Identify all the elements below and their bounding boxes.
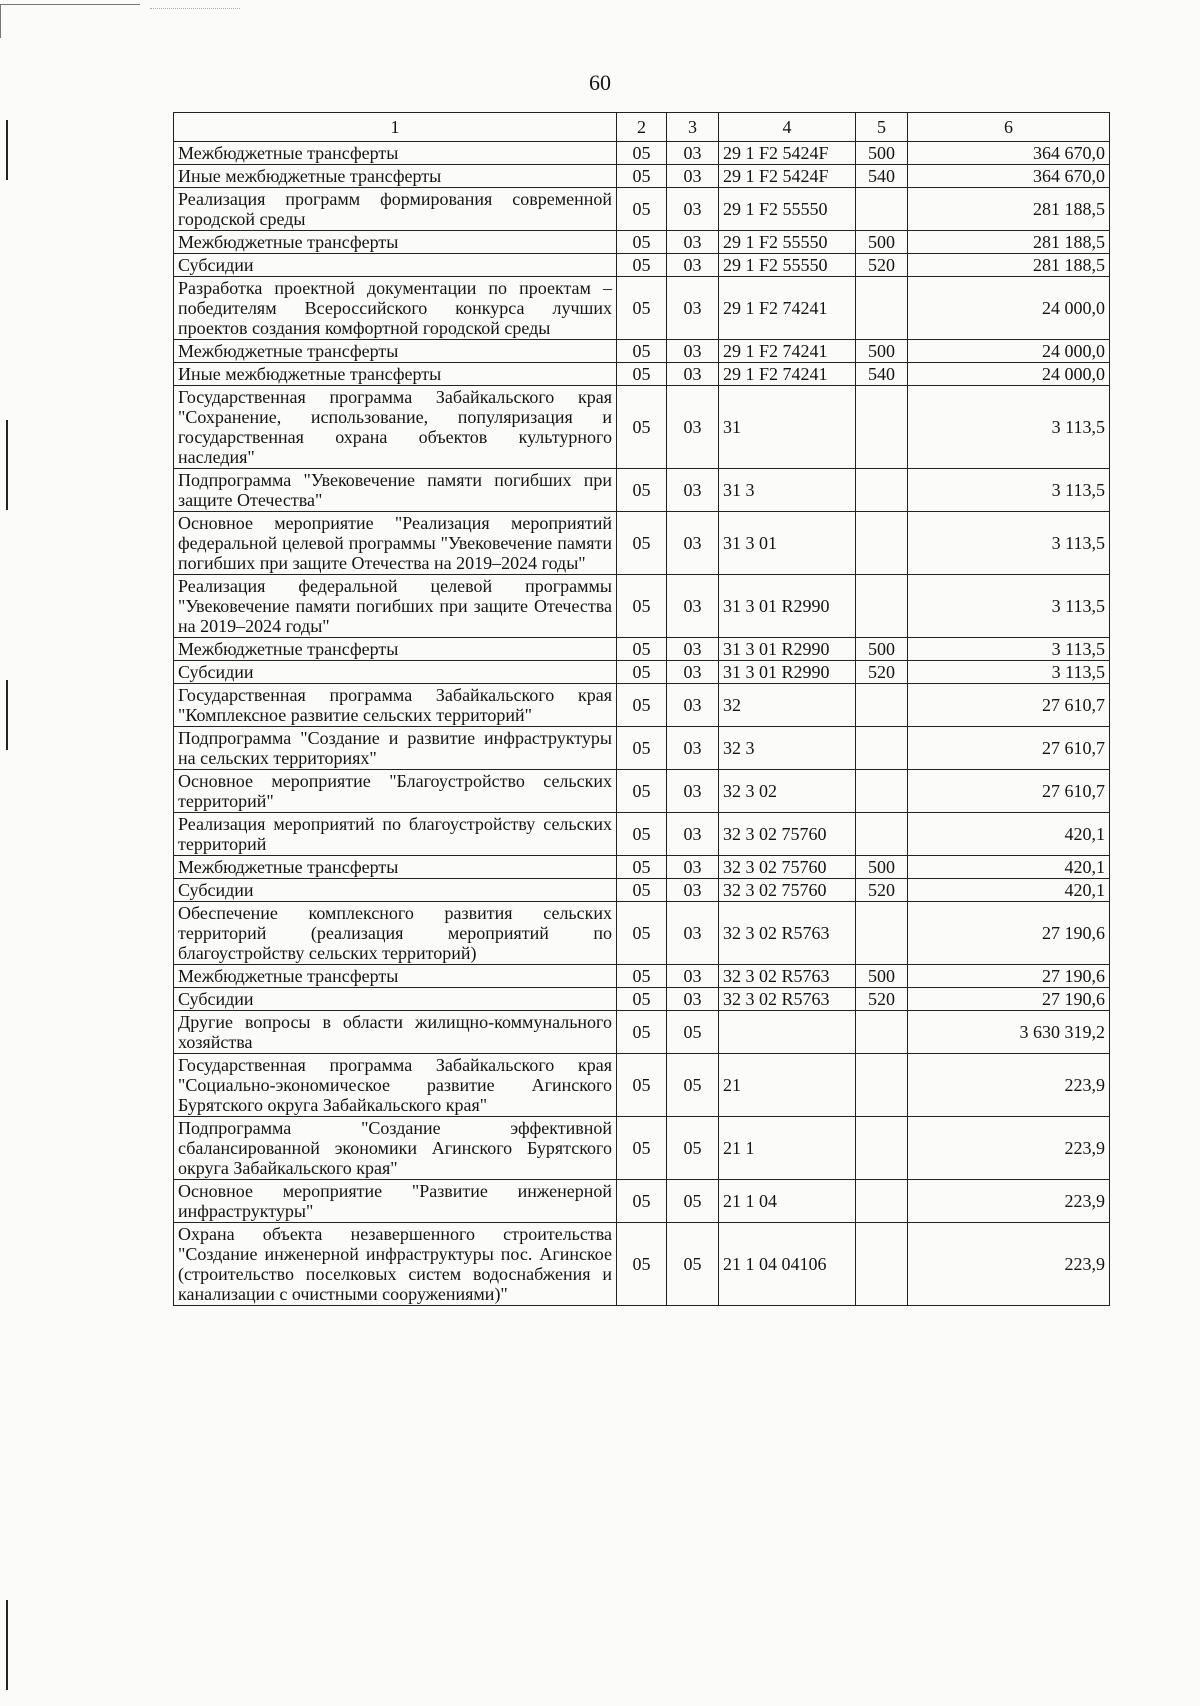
table-row <box>174 965 1110 988</box>
row-expense-type: 500 <box>856 638 908 661</box>
row-name: Основное мероприятие "Благоустройство сельских территорий" <box>174 770 617 813</box>
row-expense-type <box>856 770 908 813</box>
row-name: Основное мероприятие "Развитие инженерной инфраструктуры" <box>174 1180 617 1223</box>
row-expense-type: 520 <box>856 661 908 684</box>
row-expense-type <box>856 727 908 770</box>
row-subsection: 03 <box>667 770 719 813</box>
row-amount: 3 113,5 <box>908 469 1110 512</box>
row-amount: 3 113,5 <box>908 512 1110 575</box>
table-row <box>174 277 1110 340</box>
row-section: 05 <box>617 231 667 254</box>
row-expense-type <box>856 1180 908 1223</box>
row-target-article: 32 3 02 <box>719 770 856 813</box>
table-row <box>174 165 1110 188</box>
row-expense-type <box>856 386 908 469</box>
row-name: Подпрограмма "Создание эффективной сбалансированной экономики Агинского Бурятского округа Забайкальского края" <box>174 1117 617 1180</box>
row-target-article: 29 1 F2 55550 <box>719 231 856 254</box>
row-name: Подпрограмма "Создание и развитие инфраструктуры на сельских территориях" <box>174 727 617 770</box>
row-target-article: 32 <box>719 684 856 727</box>
row-subsection: 03 <box>667 165 719 188</box>
row-name: Межбюджетные трансферты <box>174 142 617 165</box>
row-section: 05 <box>617 575 667 638</box>
row-section: 05 <box>617 856 667 879</box>
row-subsection: 03 <box>667 856 719 879</box>
row-subsection: 03 <box>667 188 719 231</box>
row-section: 05 <box>617 879 667 902</box>
table-row <box>174 142 1110 165</box>
table-header-row <box>174 113 1110 142</box>
row-target-article: 32 3 02 R5763 <box>719 902 856 965</box>
row-expense-type <box>856 1117 908 1180</box>
row-subsection: 03 <box>667 813 719 856</box>
table-row <box>174 1117 1110 1180</box>
row-expense-type <box>856 575 908 638</box>
row-target-article: 31 <box>719 386 856 469</box>
row-amount: 24 000,0 <box>908 340 1110 363</box>
table-row <box>174 386 1110 469</box>
row-subsection: 03 <box>667 879 719 902</box>
row-target-article: 29 1 F2 74241 <box>719 277 856 340</box>
row-target-article: 29 1 F2 74241 <box>719 363 856 386</box>
row-target-article: 31 3 01 R2990 <box>719 661 856 684</box>
row-section: 05 <box>617 277 667 340</box>
row-subsection: 05 <box>667 1011 719 1054</box>
table-row <box>174 988 1110 1011</box>
row-section: 05 <box>617 965 667 988</box>
table-row <box>174 902 1110 965</box>
row-name: Охрана объекта незавершенного строительства "Создание инженерной инфраструктуры пос. Агинское (строительство поселковых систем водоснабжения и канализации с очистными сооружениями)" <box>174 1223 617 1306</box>
row-expense-type <box>856 277 908 340</box>
row-section: 05 <box>617 988 667 1011</box>
row-name: Реализация федеральной целевой программы "Увековечение памяти погибших при защите Отечества на 2019–2024 годы" <box>174 575 617 638</box>
row-subsection: 03 <box>667 469 719 512</box>
row-section: 05 <box>617 1117 667 1180</box>
table-row <box>174 1223 1110 1306</box>
scan-edge <box>0 0 250 40</box>
column-header: 3 <box>667 113 719 142</box>
row-target-article: 29 1 F2 55550 <box>719 254 856 277</box>
row-expense-type: 500 <box>856 142 908 165</box>
row-section: 05 <box>617 661 667 684</box>
row-target-article: 21 1 <box>719 1117 856 1180</box>
row-name: Межбюджетные трансферты <box>174 965 617 988</box>
table-row <box>174 254 1110 277</box>
row-name: Разработка проектной документации по проектам – победителям Всероссийского конкурса лучших проектов создания комфортной городской среды <box>174 277 617 340</box>
table-row <box>174 340 1110 363</box>
row-section: 05 <box>617 727 667 770</box>
row-target-article: 29 1 F2 55550 <box>719 188 856 231</box>
row-expense-type: 520 <box>856 879 908 902</box>
page-number: 60 <box>589 70 611 95</box>
row-section: 05 <box>617 813 667 856</box>
row-target-article: 21 1 04 04106 <box>719 1223 856 1306</box>
row-expense-type: 500 <box>856 965 908 988</box>
row-name: Межбюджетные трансферты <box>174 340 617 363</box>
row-section: 05 <box>617 1054 667 1117</box>
row-expense-type: 500 <box>856 231 908 254</box>
budget-table <box>173 112 1110 1306</box>
row-subsection: 03 <box>667 340 719 363</box>
row-amount: 24 000,0 <box>908 277 1110 340</box>
row-section: 05 <box>617 469 667 512</box>
row-expense-type <box>856 188 908 231</box>
row-target-article: 21 <box>719 1054 856 1117</box>
row-expense-type: 520 <box>856 254 908 277</box>
table-row <box>174 469 1110 512</box>
table-row <box>174 638 1110 661</box>
table-row <box>174 879 1110 902</box>
row-subsection: 03 <box>667 142 719 165</box>
row-section: 05 <box>617 188 667 231</box>
row-target-article: 31 3 01 R2990 <box>719 638 856 661</box>
row-name: Субсидии <box>174 254 617 277</box>
row-section: 05 <box>617 165 667 188</box>
row-target-article: 32 3 <box>719 727 856 770</box>
table-row <box>174 1011 1110 1054</box>
row-name: Другие вопросы в области жилищно-коммунального хозяйства <box>174 1011 617 1054</box>
table-row <box>174 231 1110 254</box>
row-expense-type <box>856 512 908 575</box>
row-subsection: 03 <box>667 512 719 575</box>
row-section: 05 <box>617 142 667 165</box>
row-amount: 420,1 <box>908 813 1110 856</box>
row-section: 05 <box>617 363 667 386</box>
row-amount: 420,1 <box>908 879 1110 902</box>
row-subsection: 03 <box>667 386 719 469</box>
row-target-article: 32 3 02 75760 <box>719 813 856 856</box>
row-expense-type <box>856 902 908 965</box>
table-row <box>174 363 1110 386</box>
row-subsection: 03 <box>667 638 719 661</box>
row-subsection: 03 <box>667 277 719 340</box>
row-amount: 420,1 <box>908 856 1110 879</box>
table-row <box>174 575 1110 638</box>
row-name: Реализация мероприятий по благоустройству сельских территорий <box>174 813 617 856</box>
row-target-article: 29 1 F2 5424F <box>719 165 856 188</box>
row-subsection: 03 <box>667 661 719 684</box>
row-expense-type: 500 <box>856 856 908 879</box>
row-expense-type: 500 <box>856 340 908 363</box>
row-amount: 27 610,7 <box>908 684 1110 727</box>
row-name: Иные межбюджетные трансферты <box>174 363 617 386</box>
row-name: Основное мероприятие "Реализация мероприятий федеральной целевой программы "Увековечение памяти погибших при защите Отечества на 2019–2024 годы" <box>174 512 617 575</box>
row-name: Государственная программа Забайкальского края "Социально-экономическое развитие Агинского Бурятского округа Забайкальского края" <box>174 1054 617 1117</box>
row-subsection: 05 <box>667 1054 719 1117</box>
row-subsection: 03 <box>667 902 719 965</box>
row-subsection: 05 <box>667 1117 719 1180</box>
row-amount: 3 630 319,2 <box>908 1011 1110 1054</box>
row-amount: 27 610,7 <box>908 727 1110 770</box>
row-amount: 27 190,6 <box>908 988 1110 1011</box>
row-amount: 364 670,0 <box>908 142 1110 165</box>
row-section: 05 <box>617 902 667 965</box>
row-name: Обеспечение комплексного развития сельских территорий (реализация мероприятий по благоустройству сельских территорий) <box>174 902 617 965</box>
row-amount: 281 188,5 <box>908 254 1110 277</box>
scan-margin-mark <box>6 420 8 510</box>
table-row <box>174 856 1110 879</box>
column-header: 2 <box>617 113 667 142</box>
row-target-article: 32 3 02 R5763 <box>719 965 856 988</box>
row-target-article: 32 3 02 R5763 <box>719 988 856 1011</box>
row-target-article: 32 3 02 75760 <box>719 879 856 902</box>
row-section: 05 <box>617 638 667 661</box>
row-expense-type: 520 <box>856 988 908 1011</box>
row-amount: 223,9 <box>908 1180 1110 1223</box>
row-amount: 3 113,5 <box>908 575 1110 638</box>
row-subsection: 03 <box>667 575 719 638</box>
row-amount: 27 190,6 <box>908 902 1110 965</box>
row-target-article: 31 3 <box>719 469 856 512</box>
row-subsection: 03 <box>667 363 719 386</box>
table-row <box>174 188 1110 231</box>
row-subsection: 05 <box>667 1223 719 1306</box>
row-name: Государственная программа Забайкальского края "Сохранение, использование, популяризация и государственная охрана объектов культурного наследия" <box>174 386 617 469</box>
row-expense-type: 540 <box>856 363 908 386</box>
scan-margin-mark <box>6 680 8 750</box>
row-amount: 281 188,5 <box>908 188 1110 231</box>
row-amount: 364 670,0 <box>908 165 1110 188</box>
row-expense-type <box>856 1223 908 1306</box>
row-name: Межбюджетные трансферты <box>174 856 617 879</box>
row-amount: 3 113,5 <box>908 661 1110 684</box>
row-section: 05 <box>617 386 667 469</box>
row-name: Иные межбюджетные трансферты <box>174 165 617 188</box>
table-row <box>174 770 1110 813</box>
row-amount: 3 113,5 <box>908 386 1110 469</box>
row-subsection: 03 <box>667 727 719 770</box>
row-expense-type <box>856 469 908 512</box>
row-amount: 223,9 <box>908 1117 1110 1180</box>
row-section: 05 <box>617 684 667 727</box>
row-subsection: 03 <box>667 988 719 1011</box>
row-subsection: 03 <box>667 254 719 277</box>
row-expense-type <box>856 1054 908 1117</box>
row-target-article: 29 1 F2 74241 <box>719 340 856 363</box>
row-section: 05 <box>617 1180 667 1223</box>
row-section: 05 <box>617 1223 667 1306</box>
row-subsection: 03 <box>667 965 719 988</box>
column-header: 6 <box>908 113 1110 142</box>
table-row <box>174 512 1110 575</box>
row-expense-type <box>856 1011 908 1054</box>
row-target-article <box>719 1011 856 1054</box>
row-expense-type <box>856 813 908 856</box>
row-name: Субсидии <box>174 661 617 684</box>
row-amount: 27 610,7 <box>908 770 1110 813</box>
row-target-article: 31 3 01 <box>719 512 856 575</box>
column-header: 4 <box>719 113 856 142</box>
row-amount: 223,9 <box>908 1054 1110 1117</box>
row-expense-type <box>856 684 908 727</box>
row-target-article: 31 3 01 R2990 <box>719 575 856 638</box>
row-target-article: 32 3 02 75760 <box>719 856 856 879</box>
row-section: 05 <box>617 254 667 277</box>
row-section: 05 <box>617 1011 667 1054</box>
row-expense-type: 540 <box>856 165 908 188</box>
row-amount: 223,9 <box>908 1223 1110 1306</box>
row-subsection: 05 <box>667 1180 719 1223</box>
table-row <box>174 1054 1110 1117</box>
row-amount: 24 000,0 <box>908 363 1110 386</box>
table-row <box>174 1180 1110 1223</box>
row-amount: 27 190,6 <box>908 965 1110 988</box>
row-section: 05 <box>617 512 667 575</box>
table-row <box>174 684 1110 727</box>
row-name: Государственная программа Забайкальского края "Комплексное развитие сельских территорий" <box>174 684 617 727</box>
row-name: Реализация программ формирования современной городской среды <box>174 188 617 231</box>
row-amount: 281 188,5 <box>908 231 1110 254</box>
table-row <box>174 727 1110 770</box>
scan-margin-mark <box>6 120 8 180</box>
row-name: Межбюджетные трансферты <box>174 638 617 661</box>
table-row <box>174 661 1110 684</box>
row-name: Субсидии <box>174 988 617 1011</box>
row-target-article: 21 1 04 <box>719 1180 856 1223</box>
row-amount: 3 113,5 <box>908 638 1110 661</box>
table-row <box>174 813 1110 856</box>
scan-margin-mark <box>6 1600 8 1690</box>
row-section: 05 <box>617 340 667 363</box>
row-name: Подпрограмма "Увековечение памяти погибших при защите Отечества" <box>174 469 617 512</box>
row-section: 05 <box>617 770 667 813</box>
row-subsection: 03 <box>667 684 719 727</box>
row-name: Межбюджетные трансферты <box>174 231 617 254</box>
row-subsection: 03 <box>667 231 719 254</box>
column-header: 5 <box>856 113 908 142</box>
row-name: Субсидии <box>174 879 617 902</box>
column-header: 1 <box>174 113 617 142</box>
row-target-article: 29 1 F2 5424F <box>719 142 856 165</box>
